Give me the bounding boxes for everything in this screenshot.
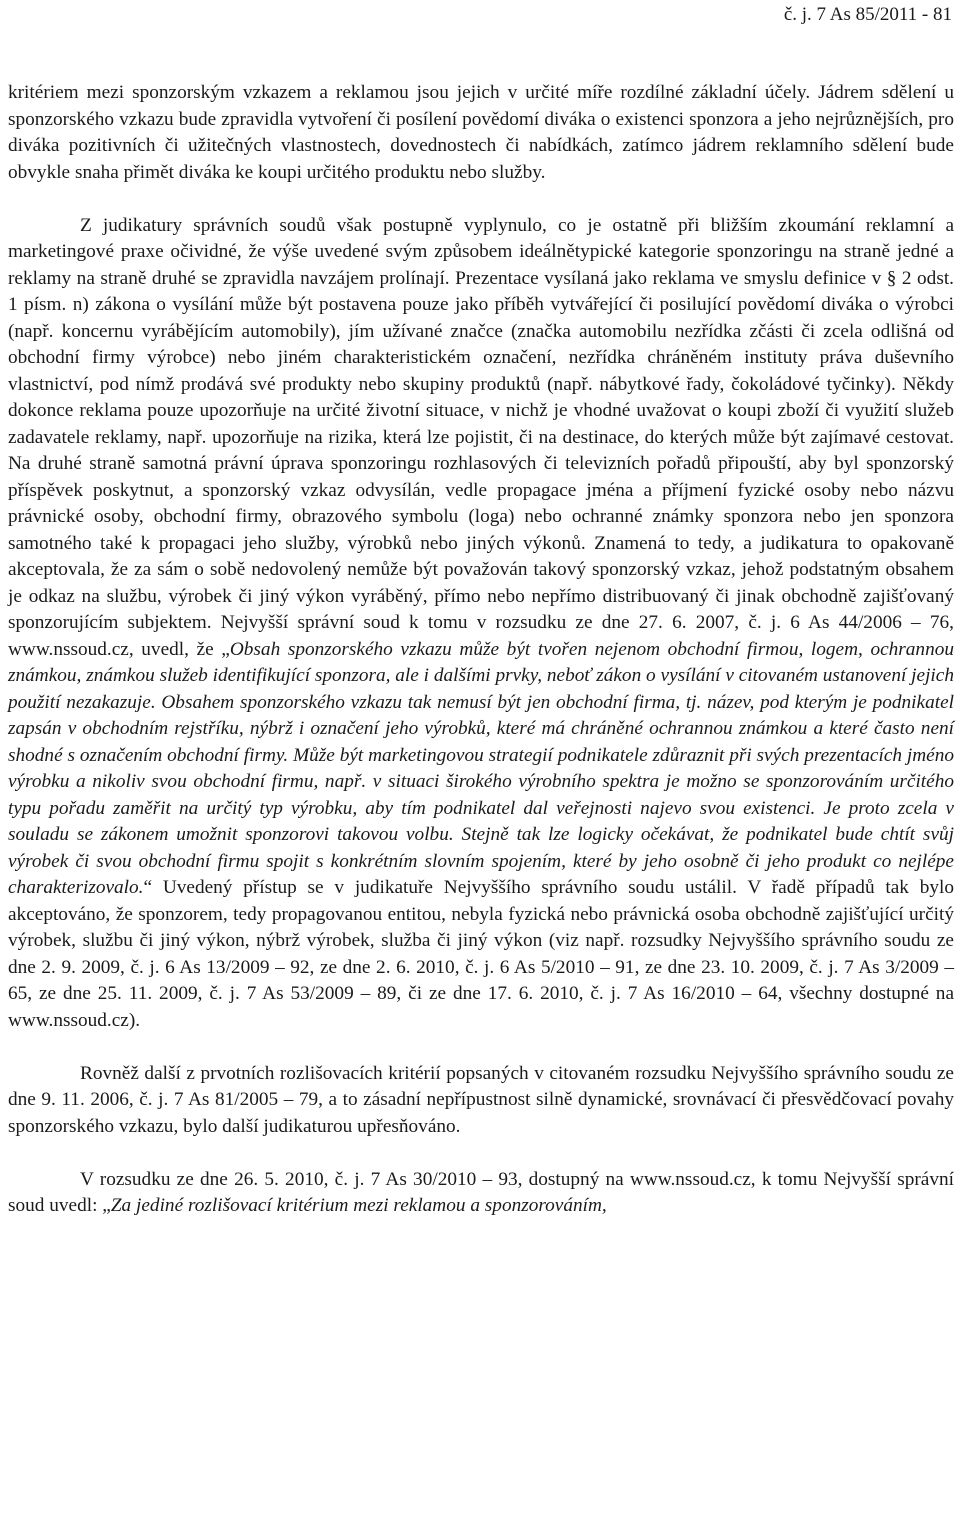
paragraph-2-text: Z judikatury správních soudů však postupně vyplynulo, co je ostatně při bližším zkoumání reklamní a marketingové praxe očividné, že výše uvedené svým způsobem ideálnětypické kategorie sponzoringu na straně jedné a reklamy na straně druhé se zpravidla navzájem prolínají. Prezentace vysílaná jako reklama ve smyslu definice v § 2 odst. 1 písm. n) zákona o vysílání může být postavena pouze jako příběh vytvářející či posilující povědomí diváka o výrobci (např. koncernu vyrábějícím automobily), jím užívané značce (značka automobilu nezřídka zčásti či zcela odlišná od obchodní firmy výrobce) nebo jiném charakteristickém označení, nezřídka chráněném instituty práva duševního vlastnictví, pod nímž prodává své produkty nebo skupiny produktů (např. nábytkové řady, čokoládové tyčinky). Někdy dokonce reklama pouze upozorňuje na určité životní situace, v nichž je vhodné uvažovat o koupi zboží či využití služeb zadavatele reklamy, např. upozorňuje na rizika, která lze pojistit, či na destinace, do kterých může být zajímavé cestovat. Na druhé straně samotná právní úprava sponzoringu rozhlasových či televizních pořadů připouští, aby byl sponzorský příspěvek poskytnut, a sponzorský vzkaz odvysílán, vedle propagace jména a příjmení fyzické osoby nebo názvu právnické osoby, obchodní firmy, obrazového symbolu (loga) nebo ochranné známky sponzora nebo jen sponzora samotného také k propagaci jeho služby, výrobků nebo jiných výkonů. Znamená to tedy, a judikatura to opakovaně akceptovala, že za sám o sobě nedovolený nemůže být považován takový sponzorský vzkaz, jehož podstatným obsahem je odkaz na službu, výrobek či jiný výkon vyráběný, přímo nebo nepřímo distribuovaný či jinak obchodně zajišťovaný sponzorujícím subjektem. Nejvyšší správní soud k tomu v rozsudku ze dne 27. 6. 2007, č. j. 6 As 44/2006 – 76, www.nssoud.cz, uvedl, že „: [8, 214, 954, 660]
page-header-case-reference: č. j. 7 As 85/2011 - 81: [783, 4, 952, 25]
paragraph-3: Rovněž další z prvotních rozlišovacích kritérií popsaných v citovaném rozsudku Nejvyššího správního soudu ze dne 9. 11. 2006, č. j. 7 As 81/2005 – 79, a to zásadní nepřípustnost silně dynamické, srovnávací či přesvědčovací povahy sponzorského vzkazu, bylo další judikaturou upřesňováno.: [8, 1062, 954, 1137]
paragraph-2-quote: Obsah sponzorského vzkazu může být tvořen nejenom obchodní firmou, logem, ochrannou známkou, známkou služeb identifikující sponzora, ale i dalšími prvky, neboť zákon o vysílání v citovaném ustanovení jejich použití nezakazuje. Obsahem sponzorského vzkazu tak nemusí být jen obchodní firma, tj. název, pod kterým je podnikatel zapsán v obchodním rejstříku, nýbrž i označení jeho výrobků, které má chráněné ochrannou známkou a které často není shodné s označením obchodní firmy. Může být marketingovou strategií podnikatele zdůraznit při svých prezentacích jméno výrobku a nikoliv svou obchodní firmu, např. v situaci širokého výrobního spektra je možno se sponzorováním určitého typu pořadu zaměřit na určitý typ výrobku, aby tím podnikatel dal veřejnosti najevo svou existenci. Je proto zcela v souladu se zákonem umožnit sponzorovi takovou volbu. Stejně tak lze logicky očekávat, že podnikatel bude chtít svůj výrobek či svou obchodní firmu spojit s konkrétním slovním spojením, které by jeho osobně či jeho produkt co nejlépe charakterizovalo.: [8, 638, 954, 898]
paragraph-2: [8, 213, 954, 1035]
paragraph-4: [8, 1167, 954, 1220]
document-body: [8, 80, 954, 1220]
paragraph-4-text: V rozsudku ze dne 26. 5. 2010, č. j. 7 As 30/2010 – 93, dostupný na www.nssoud.cz, k tomu Nejvyšší správní soud uvedl: „: [8, 1168, 954, 1216]
paragraph-4-quote: Za jediné rozlišovací kritérium mezi reklamou a sponzorováním,: [110, 1195, 607, 1216]
paragraph-2-continuation: “ Uvedený přístup se v judikatuře Nejvyššího správního soudu ustálil. V řadě případů tak bylo akceptováno, že sponzorem, tedy propagovanou entitou, nebyla fyzická nebo právnická osoba obchodně zajišťující určitý výrobek, službu či jiný výkon, nýbrž výrobek, služba či jiný výkon (viz např. rozsudky Nejvyššího správního soudu ze dne 2. 9. 2009, č. j. 6 As 13/2009 – 92, ze dne 2. 6. 2010, č. j. 6 As 5/2010 – 91, ze dne 23. 10. 2009, č. j. 7 As 3/2009 – 65, ze dne 25. 11. 2009, č. j. 7 As 53/2009 – 89, či ze dne 17. 6. 2010, č. j. 7 As 16/2010 – 64, všechny dostupné na www.nssoud.cz).: [8, 877, 954, 1031]
paragraph-1: kritériem mezi sponzorským vzkazem a reklamou jsou jejich v určité míře rozdílné základní účely. Jádrem sdělení u sponzorského vzkazu bude zpravidla vytvoření či posílení povědomí diváka o existenci sponzora a jeho nejrůznějších, pro diváka pozitivních či užitečných vlastnostech, dovednostech či nabídkách, zatímco jádrem reklamního sdělení bude obvykle snaha přimět diváka ke koupi určitého produktu nebo služby.: [8, 82, 954, 183]
